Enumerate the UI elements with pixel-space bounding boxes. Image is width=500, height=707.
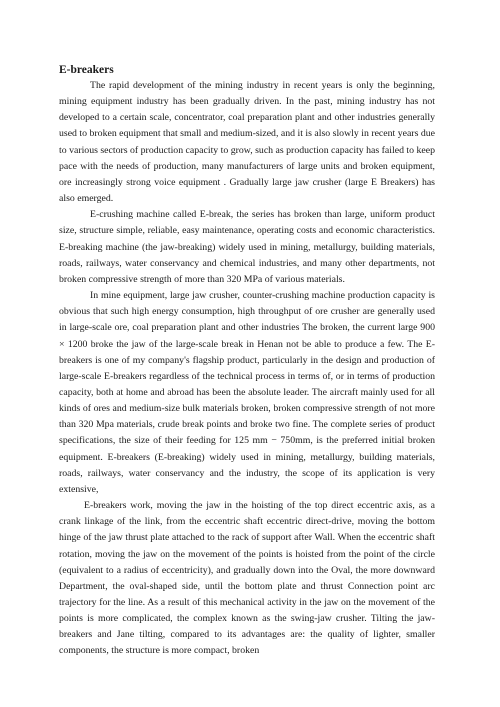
document-body [59, 62, 435, 660]
section-title: E-breakers [59, 64, 114, 76]
paragraph-4: E-breakers work, moving the jaw in the hoisting of the top direct eccentric axis, as a crank linkage of the link, from the eccentric shaft eccentric direct-drive, moving the bottom hinge of the jaw thrust plate attached to the rack of support after Wall. When the eccentric shaft rotation, moving the jaw on the movement of the points is hoisted from the point of the circle (equivalent to a radius of eccentricity), and gradually down into the Oval, the more downward Department, the oval-shaped side, until the bottom plate and thrust Connection point arc trajectory for the line. As a result of this mechanical activity in the jaw on the movement of the points is more complicated, the complex known as the swing-jaw crusher. Tilting the jaw-breakers and Jane tilting, compared to its advantages are: the quality of lighter, smaller components, the structure is more compact, broken [59, 500, 435, 657]
paragraph-3: In mine equipment, large jaw crusher, counter-crushing machine production capacity is obvious that such high energy consumption, high throughput of ore crusher are generally used in large-scale ore, coal preparation plant and other industries The broken, the current large 900 × 1200 broke the jaw of the large-scale break in Henan not be able to produce a few. The E-breakers is one of my company's flagship product, particularly in the design and production of large-scale E-breakers regardless of the technical process in terms of, or in terms of production capacity, both at home and abroad has been the absolute leader. The aircraft mainly used for all kinds of ores and medium-size bulk materials broken, broken compressive strength of not more than 320 Mpa materials, crude break points and broke two fine. The complete series of product specifications, the size of their feeding for 125 mm − 750mm, is the preferred initial broken equipment. E-breakers (E-breaking) widely used in mining, metallurgy, building materials, roads, railways, water conservancy and the industry, the scope of its application is very extensive, [59, 290, 435, 495]
paragraph-2: E-crushing machine called E-break, the series has broken than large, uniform product size, structure simple, reliable, easy maintenance, operating costs and economic characteristics. E-breaking machine (the jaw-breaking) widely used in mining, metallurgy, building materials, roads, railways, water conservancy and chemical industries, and many other departments, not broken compressive strength of more than 320 MPa of various materials. [59, 209, 435, 285]
paragraph-1: The rapid development of the mining industry in recent years is only the beginning, mining equipment industry has been gradually driven. In the past, mining industry has not developed to a certain scale, concentrator, coal preparation plant and other industries generally used to broken equipment that small and medium-sized, and it is also slowly in recent years due to various sectors of production capacity to grow, such as production capacity has failed to keep pace with the needs of production, many manufacturers of large units and broken equipment, ore increasingly strong voice equipment . Gradually large jaw crusher (large E Breakers) has also emerged. [59, 80, 435, 205]
